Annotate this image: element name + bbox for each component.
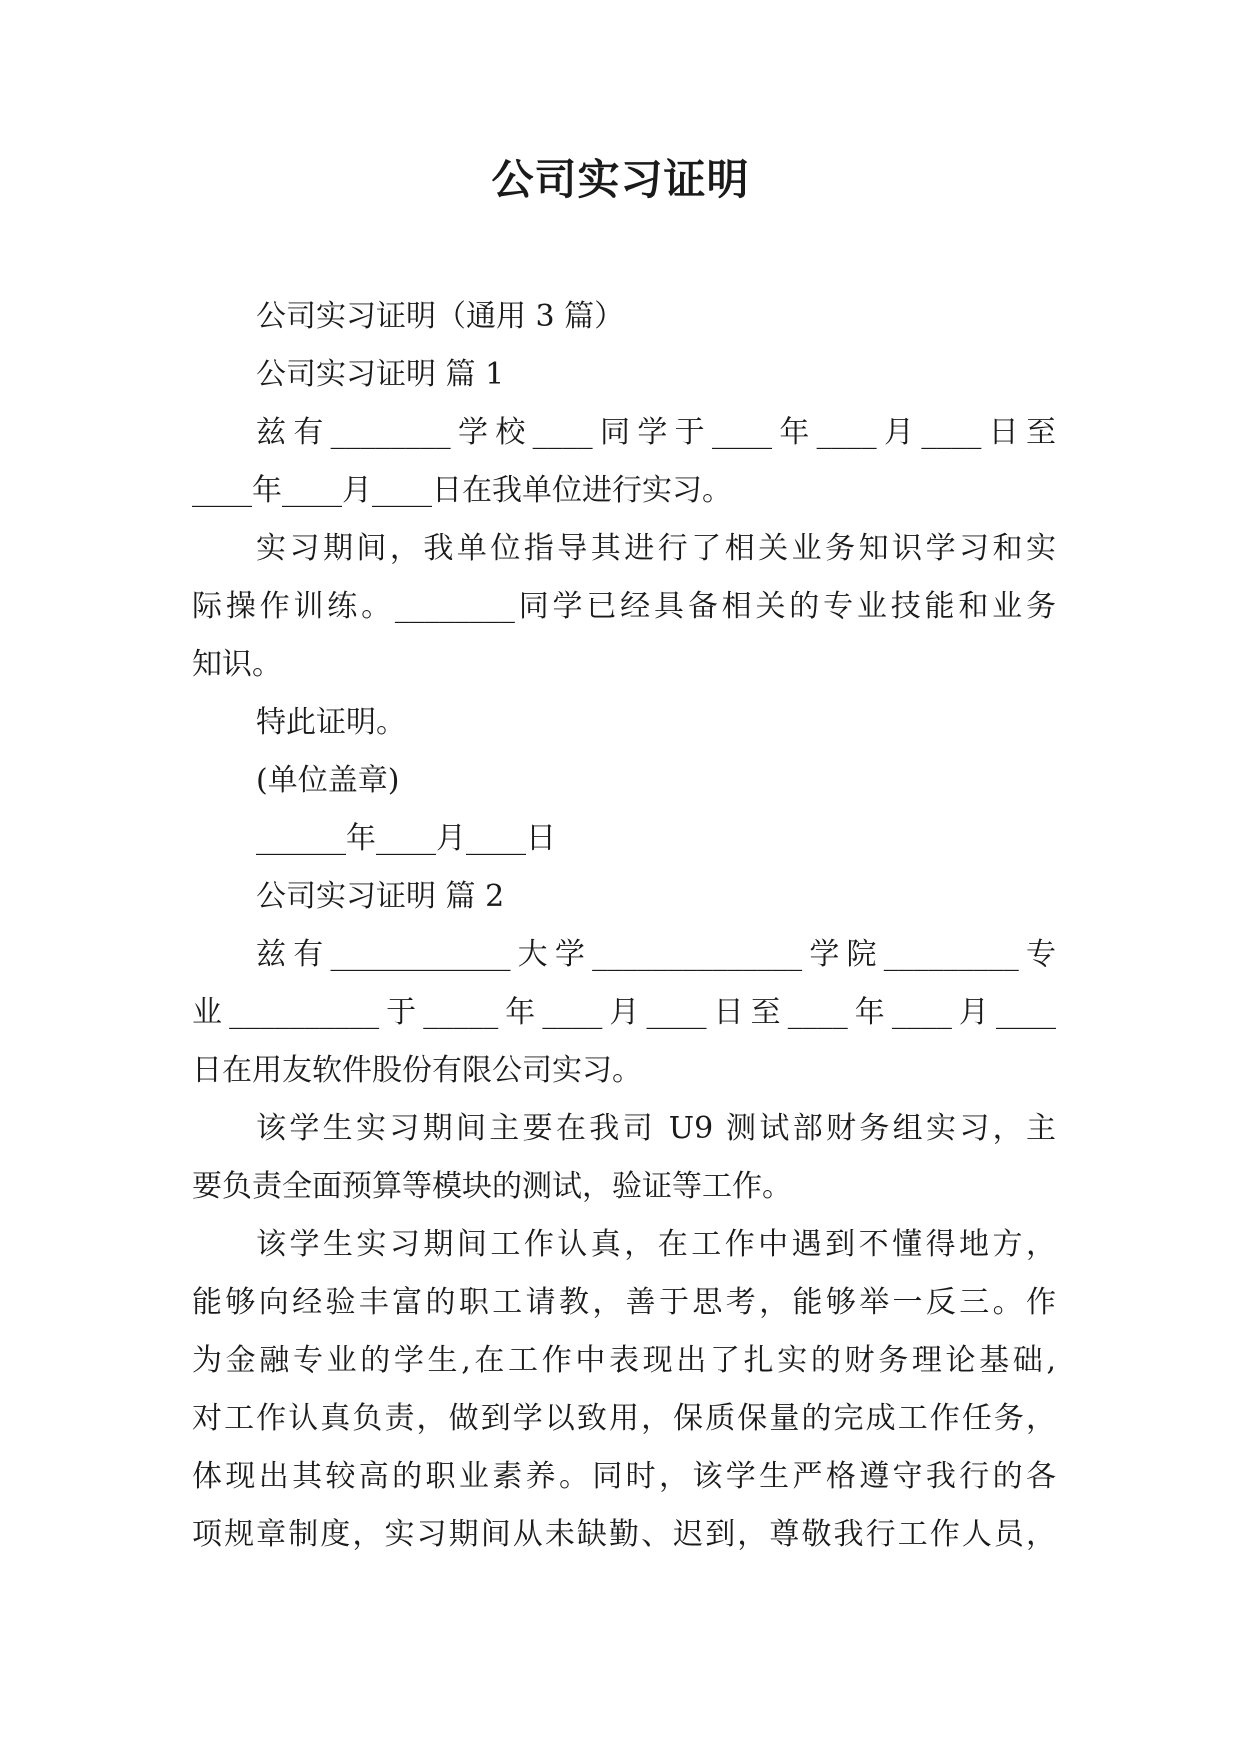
- document-title: 公司实习证明: [491, 155, 750, 204]
- text-line: 要负责全面预算等模块的测试，验证等工作。: [192, 1169, 792, 1204]
- text-line: 项规章制度，实习期间从未缺勤、迟到，尊敬我行工作人员，: [192, 1517, 1056, 1552]
- text-line: 日在用友软件股份有限公司实习。: [192, 1053, 642, 1088]
- text-line: 特此证明。: [256, 705, 406, 740]
- document-body: [192, 288, 1056, 1564]
- text-line: 该学生实习期间工作认真，在工作中遇到不懂得地方，: [256, 1227, 1056, 1262]
- text-line: 公司实习证明（通用 3 篇）: [256, 299, 625, 334]
- text-line: 知识。: [192, 647, 282, 682]
- text-line: 为金融专业的学生,在工作中表现出了扎实的财务理论基础,: [192, 1343, 1056, 1378]
- text-line: 兹有____________大学______________学院_________专: [256, 937, 1056, 972]
- text-line: 体现出其较高的职业素养。同时，该学生严格遵守我行的各: [192, 1459, 1056, 1494]
- text-line: ____年____月____日在我单位进行实习。: [192, 473, 732, 508]
- text-line: 该学生实习期间主要在我司 U9 测试部财务组实习，主: [256, 1111, 1056, 1146]
- text-line: 实习期间，我单位指导其进行了相关业务知识学习和实: [256, 531, 1056, 566]
- text-line: 能够向经验丰富的职工请教，善于思考，能够举一反三。作: [192, 1285, 1056, 1320]
- text-line: 兹有________学校____同学于____年____月____日至: [256, 415, 1056, 450]
- text-line: 业__________于_____年____月____日至____年____月____: [192, 995, 1056, 1030]
- text-line: 际操作训练。________同学已经具备相关的专业技能和业务: [192, 589, 1056, 624]
- text-line: 公司实习证明 篇 2: [256, 879, 505, 914]
- text-line: 对工作认真负责，做到学以致用，保质保量的完成工作任务，: [192, 1401, 1056, 1436]
- text-line: 公司实习证明 篇 1: [256, 357, 505, 392]
- text-line: ______年____月____日: [256, 821, 556, 856]
- text-line: (单位盖章): [256, 763, 400, 798]
